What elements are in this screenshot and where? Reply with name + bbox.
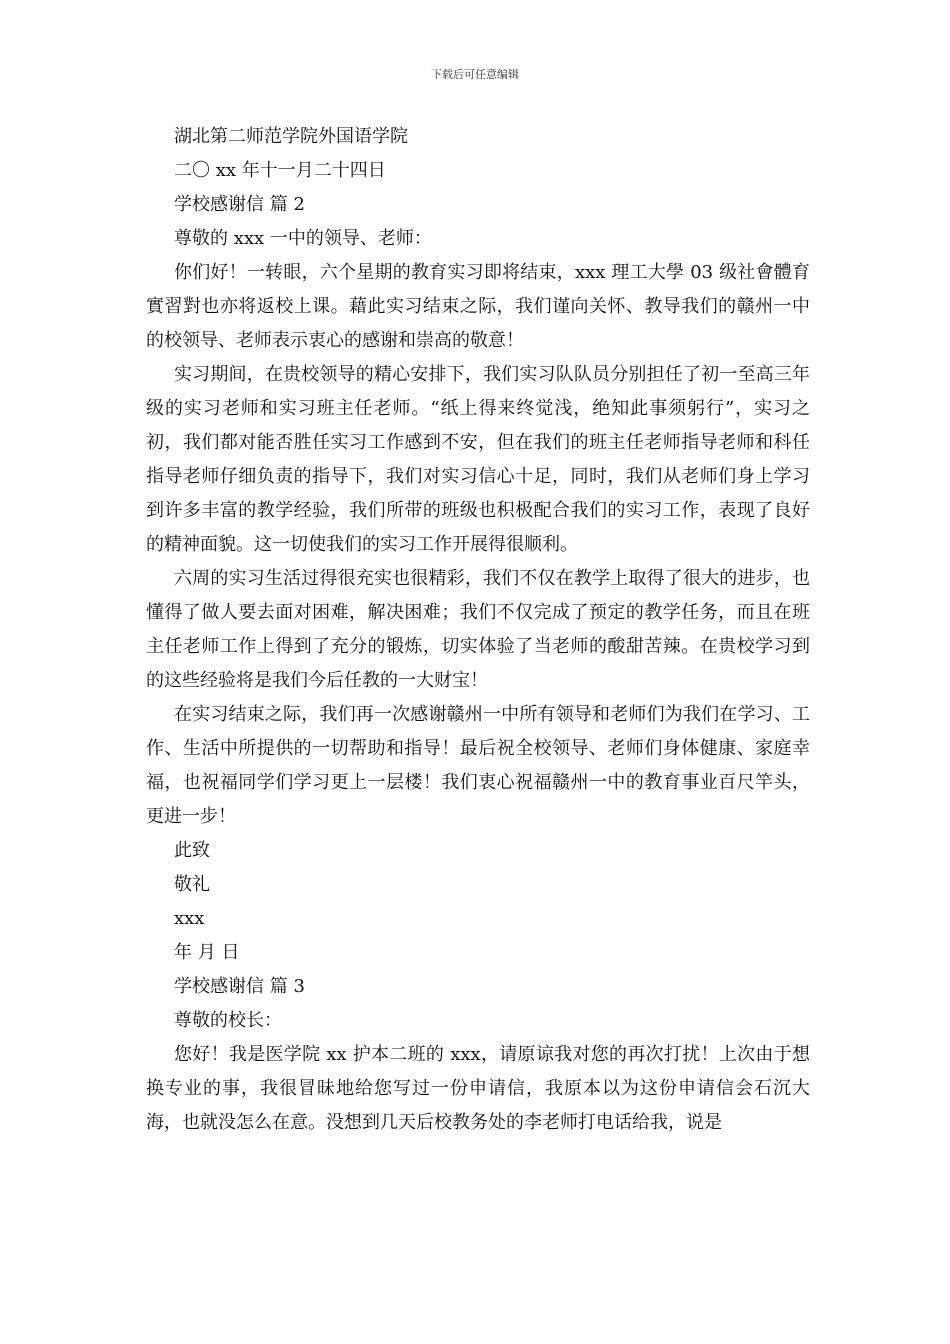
letter-2-paragraph: 在实习结束之际，我们再一次感谢赣州一中所有领导和老师们为我们在学习、工作、生活中所提供的一切帮助和指导！最后祝全校领导、老师们身体健康、家庭幸福，也祝福同学们学习更上一层楼！我们衷心祝福赣州一中的教育事业百尺竿头，更进一步！ — [146, 704, 810, 827]
letter-2-signature: xxx — [174, 908, 205, 929]
letter-2-paragraph: 六周的实习生活过得很充实也很精彩，我们不仅在教学上取得了很大的进步，也懂得了做人要去面对困难，解决困难；我们不仅完成了预定的教学任务，而且在班主任老师工作上得到了充分的锻炼，切实体验了当老师的酸甜苦辣。在贵校学习到的这些经验将是我们今后任教的一大财宝！ — [146, 568, 810, 691]
letter-3-salutation: 尊敬的校长： — [174, 1010, 282, 1031]
document-body — [146, 120, 810, 1140]
letter-3-title: 学校感谢信 篇 3 — [174, 976, 305, 997]
letter-2-closing-jingli: 敬礼 — [174, 874, 210, 895]
letter-2-title: 学校感谢信 篇 2 — [174, 194, 305, 215]
letter-3-paragraph: 您好！我是医学院 xx 护本二班的 xxx，请原谅我对您的再次打扰！上次由于想换专业的事，我很冒昧地给您写过一份申请信，我原本以为这份申请信会石沉大海，也就没怎么在意。没想到几天后校教务处的李老师打电话给我，说是 — [146, 1044, 810, 1133]
letter-2-closing-cizhi: 此致 — [174, 840, 210, 861]
letter-date: 二〇 xx 年十一月二十四日 — [174, 160, 386, 181]
letter-2-paragraph: 你们好！一转眼，六个星期的教育实习即将结束，xxx 理工大學 03 级社會體育實習對也亦将返校上课。藉此实习结束之际，我们谨向关怀、教导我们的赣州一中的校领导、老师表示衷心的感谢和崇高的敬意！ — [146, 262, 810, 351]
letter-2-date-line: 年 月 日 — [174, 942, 240, 963]
letter-2-paragraph: 实习期间，在贵校领导的精心安排下，我们实习队队员分别担任了初一至高三年级的实习老师和实习班主任老师。“纸上得来终觉浅，绝知此事须躬行”，实习之初，我们都对能否胜任实习工作感到不安，但在我们的班主任老师指导老师和科任指导老师仔细负责的指导下，我们对实习信心十足，同时，我们从老师们身上学习到许多丰富的教学经验，我们所带的班级也积极配合我们的实习工作，表现了良好的精神面貌。这一切使我们的实习工作开展得很顺利。 — [146, 364, 810, 555]
page-header-note: 下载后可任意编辑 — [431, 68, 519, 81]
letter-2-salutation: 尊敬的 xxx 一中的领导、老师： — [174, 228, 432, 249]
sender-organization: 湖北第二师范学院外国语学院 — [174, 126, 408, 147]
